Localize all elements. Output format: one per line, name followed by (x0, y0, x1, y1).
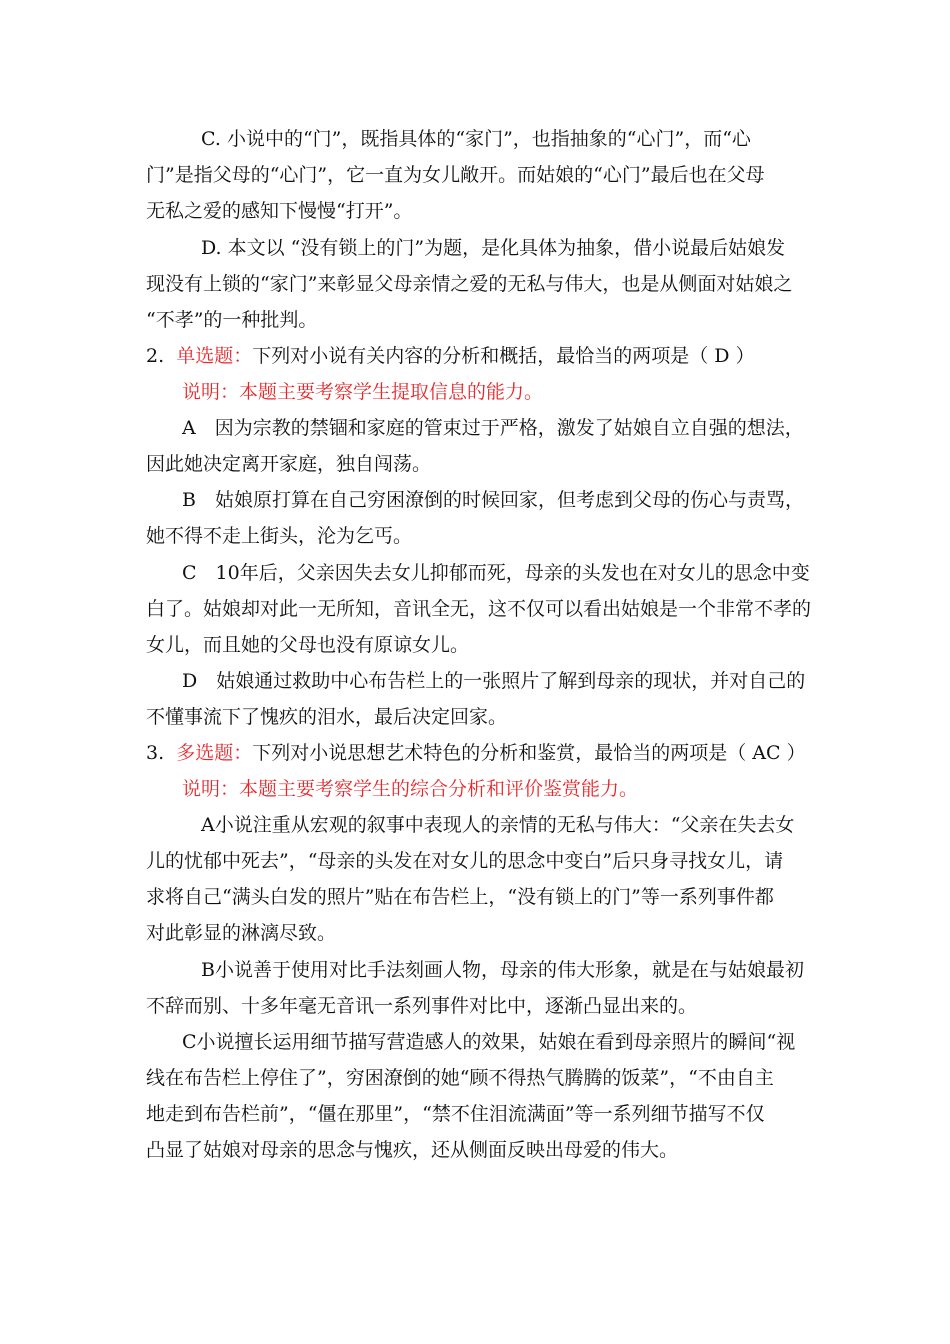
option-d-line-3: “不孝”的一种批判。 (146, 309, 318, 331)
q2-option-a-line-2: 因此她决定离开家庭，独自闯荡。 (146, 453, 432, 475)
q3-option-a-line-3: 求将自己“满头白发的照片”贴在布告栏上，“没有锁上的门”等一系列事件都 (146, 886, 774, 908)
q3-option-b-line-2: 不辞而别、十多年毫无音讯一系列事件对比中，逐渐凸显出来的。 (146, 995, 698, 1017)
q2-option-d-line-1: D 姑娘通过救助中心布告栏上的一张照片了解到母亲的现状，并对自己的 (182, 670, 806, 692)
q2-option-b-line-1: B 姑娘原打算在自己穷困潦倒的时候回家，但考虑到父母的伤心与责骂， (182, 489, 804, 511)
option-d-line-2: 现没有上锁的“家门”来彰显父母亲情之爱的无私与伟大，也是从侧面对姑娘之 (146, 273, 793, 295)
option-c-line-2: 门”是指父母的“心门”，它一直为女儿敞开。而姑娘的“心门”最后也在父母 (146, 164, 765, 186)
option-c-line-1: C. 小说中的“门”，既指具体的“家门”，也指抽象的“心门”，而“心 (201, 128, 751, 150)
option-c-line-3: 无私之爱的感知下慢慢“打开”。 (146, 200, 413, 222)
q2-option-c-line-2: 白了。姑娘却对此一无所知，音讯全无，这不仅可以看出姑娘是一个非常不孝的 (146, 598, 812, 620)
question-number: 3. (146, 742, 165, 764)
option-d-line-1: D. 本文以 “没有锁上的门”为题，是化具体为抽象，借小说最后姑娘发 (201, 237, 786, 259)
q3-option-a-line-1: A小说注重从宏观的叙事中表现人的亲情的无私与伟大：“父亲在失去女 (201, 814, 795, 836)
q3-option-a-line-4: 对此彰显的淋漓尽致。 (146, 922, 337, 944)
question-2-stem (146, 343, 755, 369)
question-3-note: 说明：本题主要考察学生的综合分析和评价鉴赏能力。 (182, 778, 639, 800)
q2-option-d-line-2: 不懂事流下了愧疚的泪水，最后决定回家。 (146, 706, 508, 728)
q2-option-b-line-2: 她不得不走上街头，沦为乞丐。 (146, 525, 413, 547)
q2-option-a-line-1: A 因为宗教的禁锢和家庭的管束过于严格，激发了姑娘自立自强的想法， (182, 417, 804, 439)
q2-option-c-line-1: C 10年后，父亲因失去女儿抑郁而死，母亲的头发也在对女儿的思念中变 (182, 562, 810, 584)
question-type-label: 单选题： (176, 345, 253, 367)
q3-option-c-line-2: 线在布告栏上停住了”，穷困潦倒的她“顾不得热气腾腾的饭菜”，“不由自主 (146, 1067, 774, 1089)
question-type-label: 多选题： (176, 742, 253, 764)
question-text: 下列对小说思想艺术特色的分析和鉴赏，最恰当的两项是（ AC ） (252, 742, 806, 764)
q2-option-c-line-3: 女儿，而且她的父母也没有原谅女儿。 (146, 634, 470, 656)
q3-option-c-line-3: 地走到布告栏前”，“僵在那里”，“禁不住泪流满面”等一系列细节描写不仅 (146, 1103, 765, 1125)
question-number: 2. (146, 345, 165, 367)
question-2-note: 说明：本题主要考察学生提取信息的能力。 (182, 381, 544, 403)
q3-option-b-line-1: B小说善于使用对比手法刻画人物，母亲的伟大形象，就是在与姑娘最初 (201, 959, 804, 981)
question-3-stem (146, 740, 806, 766)
q3-option-c-line-1: C小说擅长运用细节描写营造感人的效果，姑娘在看到母亲照片的瞬间“视 (182, 1031, 796, 1053)
q3-option-c-line-4: 凸显了姑娘对母亲的思念与愧疚，还从侧面反映出母爱的伟大。 (146, 1139, 679, 1161)
question-text: 下列对小说有关内容的分析和概括，最恰当的两项是（ D ） (252, 345, 755, 367)
q3-option-a-line-2: 儿的忧郁中死去”，“母亲的头发在对女儿的思念中变白”后只身寻找女儿，请 (146, 850, 784, 872)
